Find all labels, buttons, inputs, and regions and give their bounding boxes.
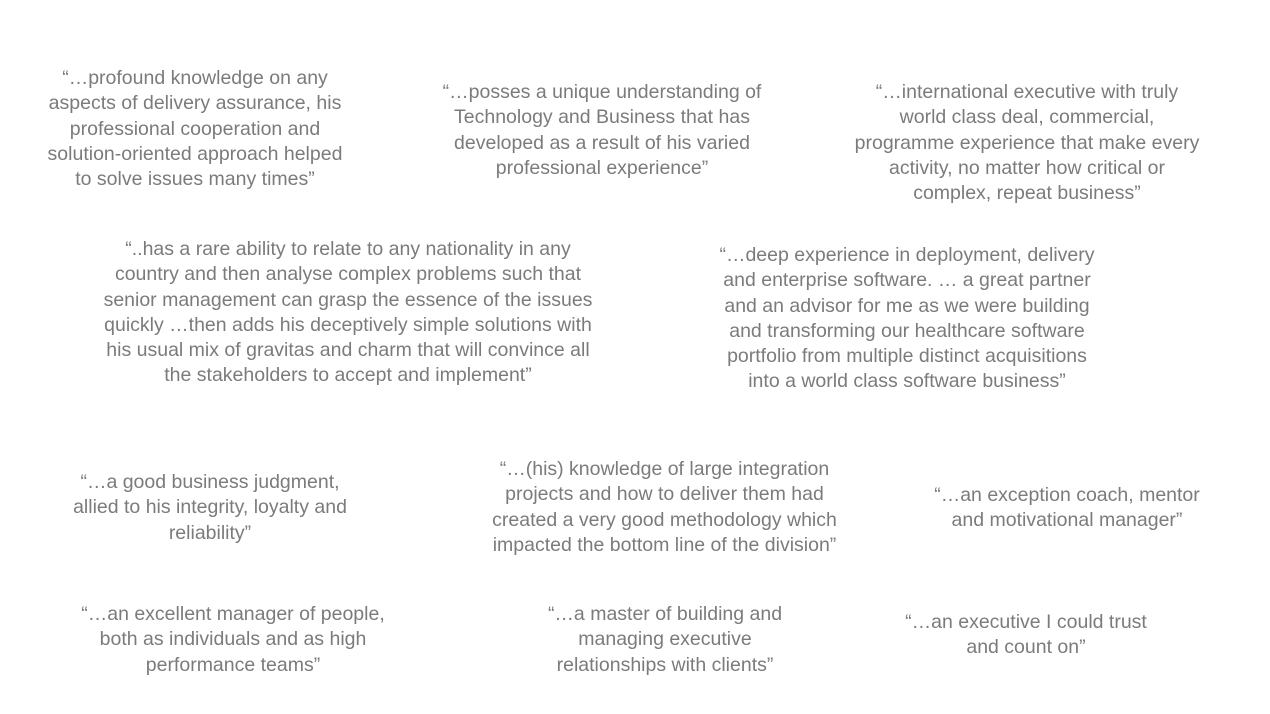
testimonial-quote-international-executive: “…international executive with truly world class deal, commercial, programme experience that make every activity, no matter how critical or complex, repeat business”	[854, 81, 1200, 205]
testimonial-quote-deep-experience: “…deep experience in deployment, delivery and enterprise software. … a great partner and an advisor for me as we were building and transforming our healthcare software portfolio from multiple distinct acquisitions into a world class software business”	[719, 244, 1095, 393]
testimonial-quote-executive-relationships: “…a master of building and managing executive relationships with clients”	[547, 603, 783, 676]
testimonial-quote-integration-projects: “…(his) knowledge of large integration projects and how to deliver them had created a very good methodology which impacted the bottom line of the division”	[492, 458, 837, 556]
testimonial-quote-manager-of-people: “…an excellent manager of people, both as individuals and as high performance teams”	[81, 603, 385, 676]
testimonial-quote-technology-business: “…posses a unique understanding of Technology and Business that has developed as a result of his varied professional experience”	[442, 81, 762, 179]
testimonial-quote-business-judgment: “…a good business judgment, allied to his integrity, loyalty and reliability”	[73, 471, 347, 544]
testimonial-quote-rare-ability: “..has a rare ability to relate to any nationality in any country and then analyse complex problems such that senior management can grasp the essence of the issues quickly …then adds his deceptively simple solutions with his usual mix of gravitas and charm that will convince all the stakeholders to accept and implement”	[103, 238, 593, 387]
testimonial-quote-delivery-assurance: “…profound knowledge on any aspects of delivery assurance, his professional cooperation and solution-oriented approach helped to solve issues many times”	[47, 67, 343, 191]
testimonial-quote-coach-mentor: “…an exception coach, mentor and motivational manager”	[934, 484, 1200, 532]
testimonial-quote-trust: “…an executive I could trust and count on”	[905, 611, 1147, 659]
